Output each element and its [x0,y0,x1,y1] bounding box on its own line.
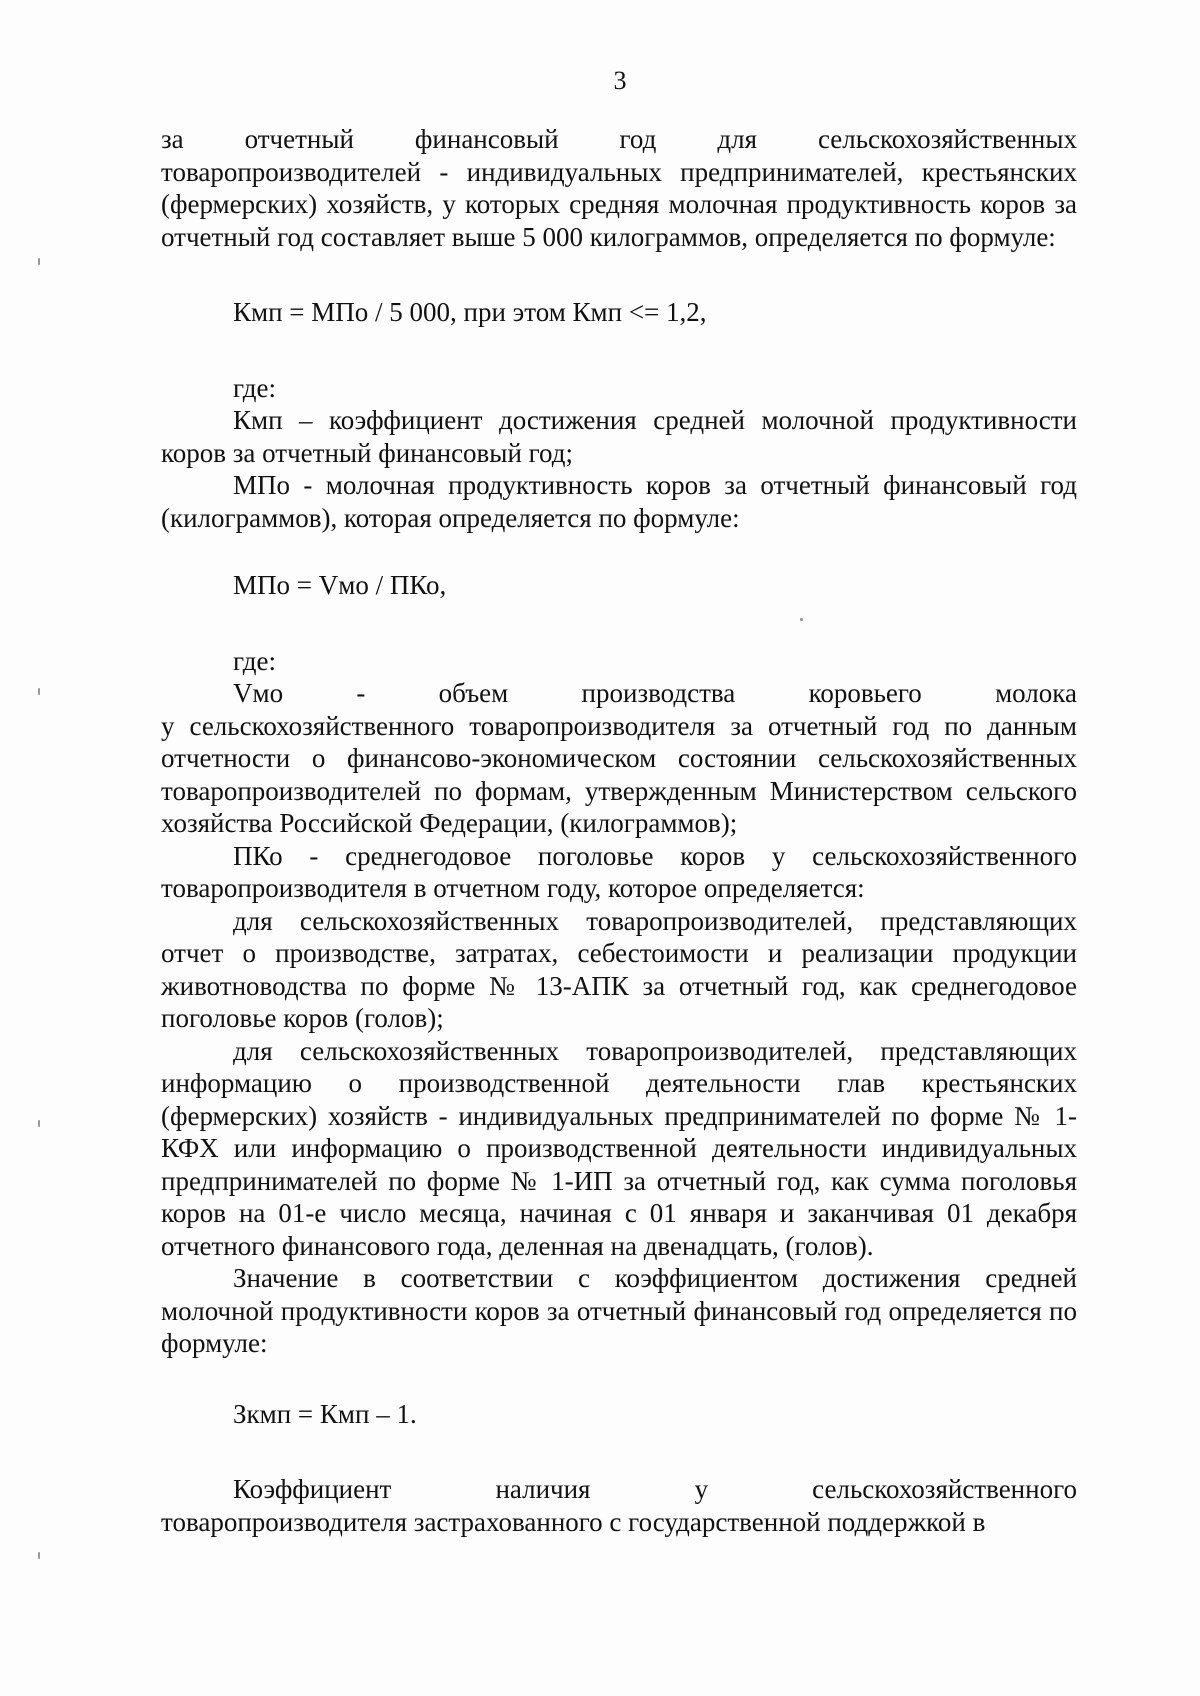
scan-speck [38,1120,40,1127]
formula-mpo: МПо = Vмо / ПКо, [233,570,447,600]
pko-case-1: для сельскохозяйственных товаропроизводителей, представляющих отчет о производстве, затратах, себестоимости и реализации продукции животноводства по форме № 13-АПК за отчетный год, как среднегодовое поголовье коров (голов); [161,905,1077,1033]
word: производства [581,678,736,708]
word: наличия [495,1474,591,1504]
paragraph-intro [161,123,1077,253]
scan-speck [38,688,40,695]
word: отчетный [244,124,354,154]
page-number: 3 [613,66,627,95]
definition-mpo: МПо - молочная продуктивность коров за отчетный финансовый год (килограммов), которая определяется по формуле: [161,470,1077,533]
last-first-line [161,1473,1077,1506]
word: для [717,124,757,154]
formula-zkmp: Зкмп = Кмп – 1. [233,1398,417,1429]
intro-text: товаропроизводителей - индивидуальных предпринимателей, крестьянских (фермерских) хозяйств, у которых средняя молочная продуктивность коров за отчетный год составляет выше 5 000 килограммов, определяется по формуле: [161,156,1077,252]
document-body [161,123,1077,1538]
definition-kmp: Кмп – коэффициент достижения средней молочной продуктивности коров за отчетный финансовый год; [161,405,1077,468]
scan-speck [800,618,803,621]
word: сельскохозяйственного [812,1474,1077,1504]
last-text: товаропроизводителя застрахованного с государственной поддержкой в [161,1506,986,1537]
vmo-text: у сельскохозяйственного товаропроизводителя за отчетный год по данным отчетности о финансово-экономическом состоянии сельскохозяйственных товаропроизводителей по формам, утвержденным Министерством сельского хозяйства Российской Федерации, (килограммов); [161,710,1077,838]
word: Коэффициент [233,1474,392,1504]
word: финансовый [414,124,559,154]
formula-kmp: Кмп = МПо / 5 000, при этом Кмп <= 1,2, [233,297,707,327]
value-paragraph: Значение в соответствии с коэффициентом достижения средней молочной продуктивности коров за отчетный финансовый год определяется по формуле: [161,1263,1077,1358]
intro-first-line [161,123,1077,156]
where-label-1: где: [233,372,276,403]
word: - [356,678,366,708]
word: год [619,124,657,154]
definition-vmo [161,677,1077,840]
word: сельскохозяйственных [817,124,1077,154]
word: коровьего [808,678,922,708]
word: у [694,1474,709,1504]
word: объем [438,678,509,708]
scan-speck [38,1552,40,1559]
where-label-2: где: [233,645,276,676]
paragraph-last [161,1473,1077,1538]
word: Vмо [233,678,284,708]
word: за [161,124,184,154]
pko-case-2: для сельскохозяйственных товаропроизводителей, представляющих информацию о производственной деятельности глав крестьянских (фермерских) хозяйств - индивидуальных предпринимателей по форме № 1-КФХ или информацию о производственной деятельности индивидуальных предпринимателей по форме № 1-ИП за отчетный год, как сумма поголовья коров на 01-е число месяца, начиная с 01 января и заканчивая 01 декабря отчетного финансового года, деленная на двенадцать, (голов). [161,1035,1077,1261]
definition-pko: ПКо - среднегодовое поголовье коров у сельскохозяйственного товаропроизводителя в отчетном году, которое определяется: [161,840,1077,903]
word: молока [995,678,1077,708]
scan-speck [38,258,40,265]
vmo-first-line [161,677,1077,710]
